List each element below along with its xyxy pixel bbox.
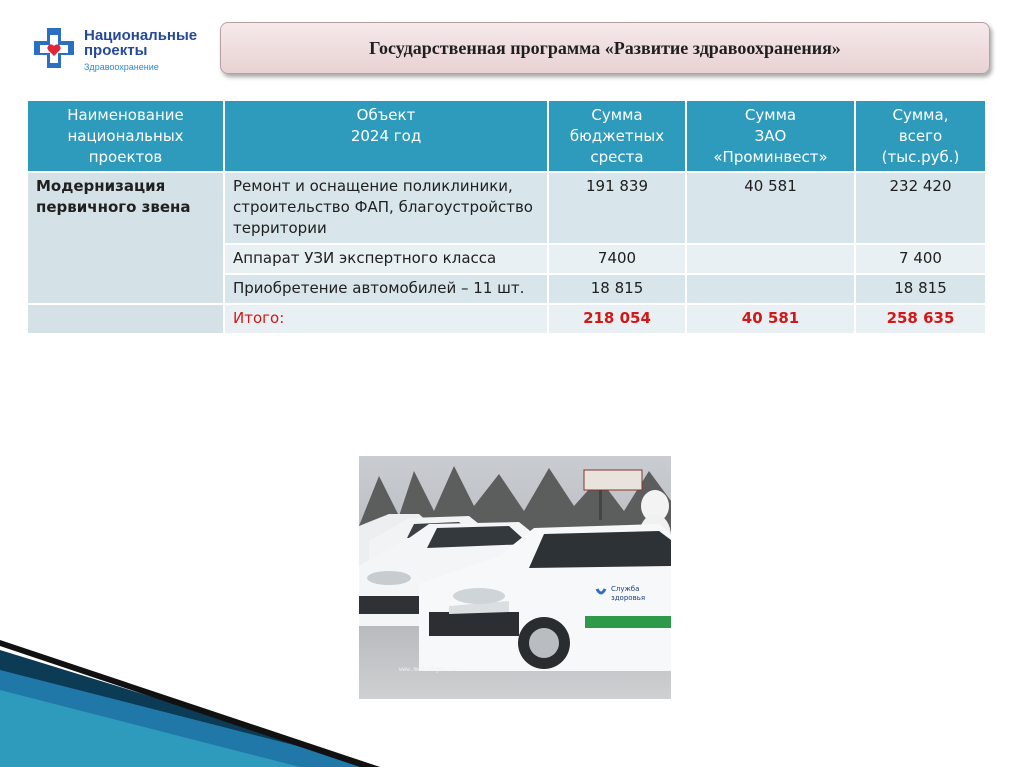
totals-empty-cell xyxy=(27,304,224,334)
car-label-line1: Служба xyxy=(611,585,640,593)
header-project-name: Наименование национальных проектов xyxy=(27,100,224,172)
header-zao-sum: Сумма ЗАО «Проминвест» xyxy=(686,100,855,172)
zao-cell xyxy=(686,244,855,274)
totals-row xyxy=(27,304,986,334)
header-budget-sum: Сумма бюджетных срестa xyxy=(548,100,686,172)
zao-cell: 40 581 xyxy=(686,172,855,244)
total-cell: 18 815 xyxy=(855,274,986,304)
national-projects-logo xyxy=(32,24,222,78)
totals-total: 258 635 xyxy=(855,304,986,334)
table-row xyxy=(27,172,986,244)
category-cell: Модернизация первичного звена xyxy=(27,172,224,304)
logo-subtitle: Здравоохранение xyxy=(84,62,159,72)
budget-cell: 7400 xyxy=(548,244,686,274)
photo-watermark: www.med.ulgov.ru xyxy=(399,666,457,673)
budget-cell: 18 815 xyxy=(548,274,686,304)
total-cell: 7 400 xyxy=(855,244,986,274)
title-banner xyxy=(220,22,990,74)
zao-cell xyxy=(686,274,855,304)
object-cell: Аппарат УЗИ экспертного класса xyxy=(224,244,548,274)
object-cell: Приобретение автомобилей – 11 шт. xyxy=(224,274,548,304)
budget-table xyxy=(26,99,987,335)
total-cell: 232 420 xyxy=(855,172,986,244)
table-header-row xyxy=(27,100,986,172)
totals-zao: 40 581 xyxy=(686,304,855,334)
health-cross-icon xyxy=(32,26,76,70)
decorative-swoosh xyxy=(0,640,380,767)
car-label-line2: здоровья xyxy=(611,594,646,602)
logo-title: Национальные проекты xyxy=(84,27,198,59)
budget-cell: 191 839 xyxy=(548,172,686,244)
cars-photo xyxy=(359,456,671,699)
header-total-sum: Сумма, всего (тыс.руб.) xyxy=(855,100,986,172)
object-cell: Ремонт и оснащение поликлиники, строительство ФАП, благоустройство территории xyxy=(224,172,548,244)
totals-budget: 218 054 xyxy=(548,304,686,334)
header-object: Объект 2024 год xyxy=(224,100,548,172)
totals-label: Итого: xyxy=(224,304,548,334)
page-title: Государственная программа «Развитие здравоохранения» xyxy=(369,37,841,58)
